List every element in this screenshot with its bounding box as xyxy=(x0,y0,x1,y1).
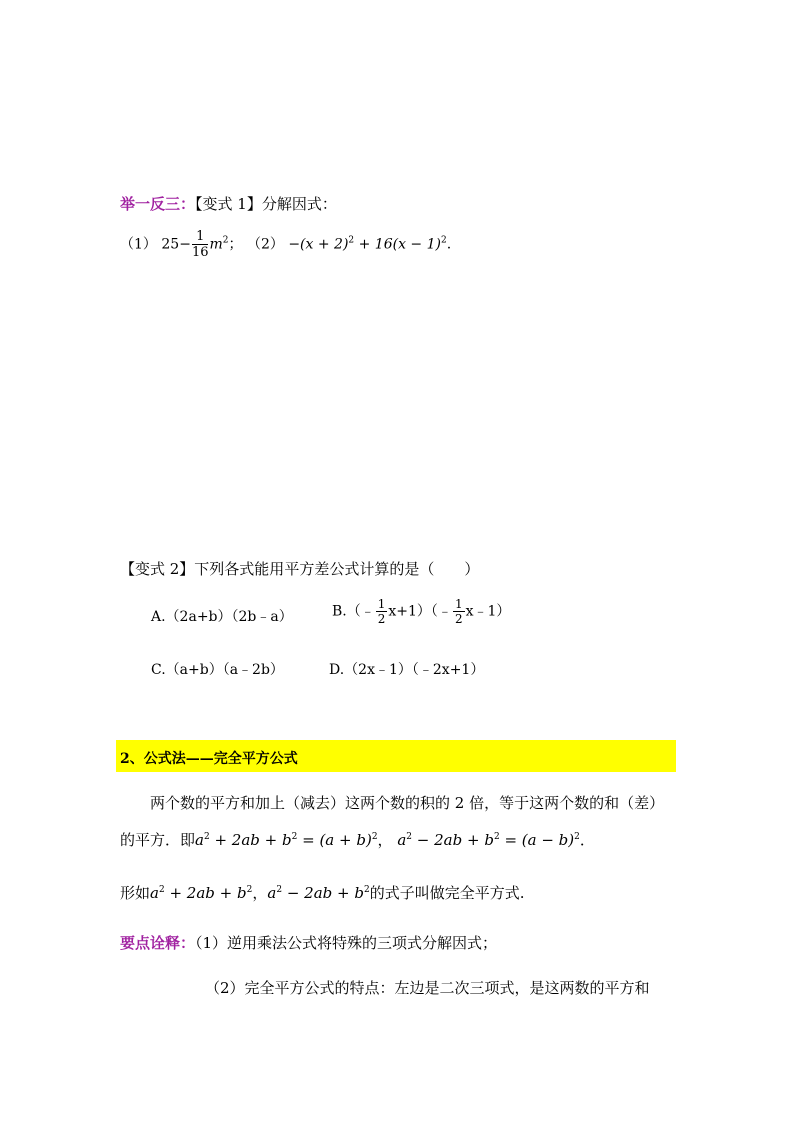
formula-term: a xyxy=(397,831,407,849)
formula-term: a xyxy=(150,884,159,902)
variant1-problems xyxy=(120,230,451,259)
problem1-operator: − xyxy=(179,236,191,253)
option-b-middle: x+1）（﹣ xyxy=(388,603,452,620)
exponent: 2 xyxy=(158,885,165,895)
definition-line-1: 两个数的平方和加上（减去）这两个数的积的 2 倍，等于这两个数的和（差） xyxy=(150,794,665,812)
problem1-prefix: （1） xyxy=(120,236,157,253)
problem1-variable: m xyxy=(209,236,223,253)
line3-prefix: 形如 xyxy=(120,884,151,902)
key-point-2: （2）完全平方公式的特点：左边是二次三项式，是这两数的平方和 xyxy=(205,979,650,997)
exponent: 2 xyxy=(406,832,413,842)
option-b-end: x﹣1） xyxy=(465,603,511,620)
variant2-title: 【变式 2】下列各式能用平方差公式计算的是（ ） xyxy=(120,560,480,578)
definition-prefix: 的平方．即 xyxy=(120,831,196,849)
line3-suffix: 的式子叫做完全平方式. xyxy=(369,884,525,902)
definition-line-2 xyxy=(120,829,595,850)
exponent: 2 xyxy=(371,832,378,842)
exponent: 2 xyxy=(574,832,580,842)
exponent: 2 xyxy=(276,885,283,895)
option-b-fraction-2 xyxy=(453,598,465,625)
exponent: 2 xyxy=(348,235,355,246)
exponent: 2 xyxy=(246,885,253,895)
formula-term: (a + b) xyxy=(319,831,372,849)
problem2-prefix: （2） xyxy=(246,236,284,253)
key-point-1: （1）逆用乘法公式将特殊的三项式分解因式； xyxy=(195,934,498,952)
fraction-denominator: 2 xyxy=(377,612,386,626)
option-b-fraction xyxy=(376,598,388,625)
equals-sign: = xyxy=(297,831,320,849)
option-a: A.（2a+b）（2b﹣a） xyxy=(151,609,293,625)
variant1-label: 举一反三： xyxy=(120,195,196,213)
punctuation: ； xyxy=(228,236,243,253)
option-b xyxy=(332,598,510,625)
punctuation: ， xyxy=(252,884,268,902)
equals-sign: = xyxy=(499,831,522,849)
exponent: 2 xyxy=(363,885,370,895)
formula-term: − 2ab + b xyxy=(412,831,494,849)
exponent: 2 xyxy=(291,832,298,842)
exponent: 2 xyxy=(493,832,500,842)
fraction-denominator: 2 xyxy=(454,612,463,626)
definition-line-3 xyxy=(120,882,524,903)
exponent: 2 xyxy=(222,235,229,246)
problem2-term1: −(x + 2) xyxy=(288,236,349,253)
fraction-numerator: 1 xyxy=(377,597,386,611)
key-points xyxy=(120,932,497,953)
punctuation: ． xyxy=(579,831,595,849)
section-heading: 2、公式法——完全平方公式 xyxy=(120,751,298,767)
key-points-label: 要点诠释： xyxy=(120,934,196,952)
formula-term: + 2ab + b xyxy=(164,884,247,902)
punctuation: ， xyxy=(377,831,393,849)
problem1-fraction xyxy=(192,230,209,259)
punctuation: . xyxy=(446,236,452,253)
problem2-term2: + 16(x − 1) xyxy=(354,236,441,253)
problem1-term: 25 xyxy=(161,236,180,253)
fraction-denominator: 16 xyxy=(191,245,209,260)
variant1-heading xyxy=(120,193,337,214)
formula-term: + 2ab + b xyxy=(209,831,292,849)
option-b-prefix: B.（﹣ xyxy=(332,603,375,620)
fraction-numerator: 1 xyxy=(454,597,463,611)
exponent: 2 xyxy=(440,235,447,246)
formula-term: a xyxy=(267,884,277,902)
option-d: D.（2x﹣1）（﹣2x+1） xyxy=(329,662,485,678)
formula-term: − 2ab + b xyxy=(282,884,364,902)
formula-term: (a − b) xyxy=(521,831,575,849)
variant1-title: 【变式 1】分解因式： xyxy=(195,195,337,213)
fraction-numerator: 1 xyxy=(192,230,209,245)
option-c: C.（a+b）（a﹣2b） xyxy=(151,662,284,678)
exponent: 2 xyxy=(203,832,210,842)
formula-term: a xyxy=(195,831,204,849)
